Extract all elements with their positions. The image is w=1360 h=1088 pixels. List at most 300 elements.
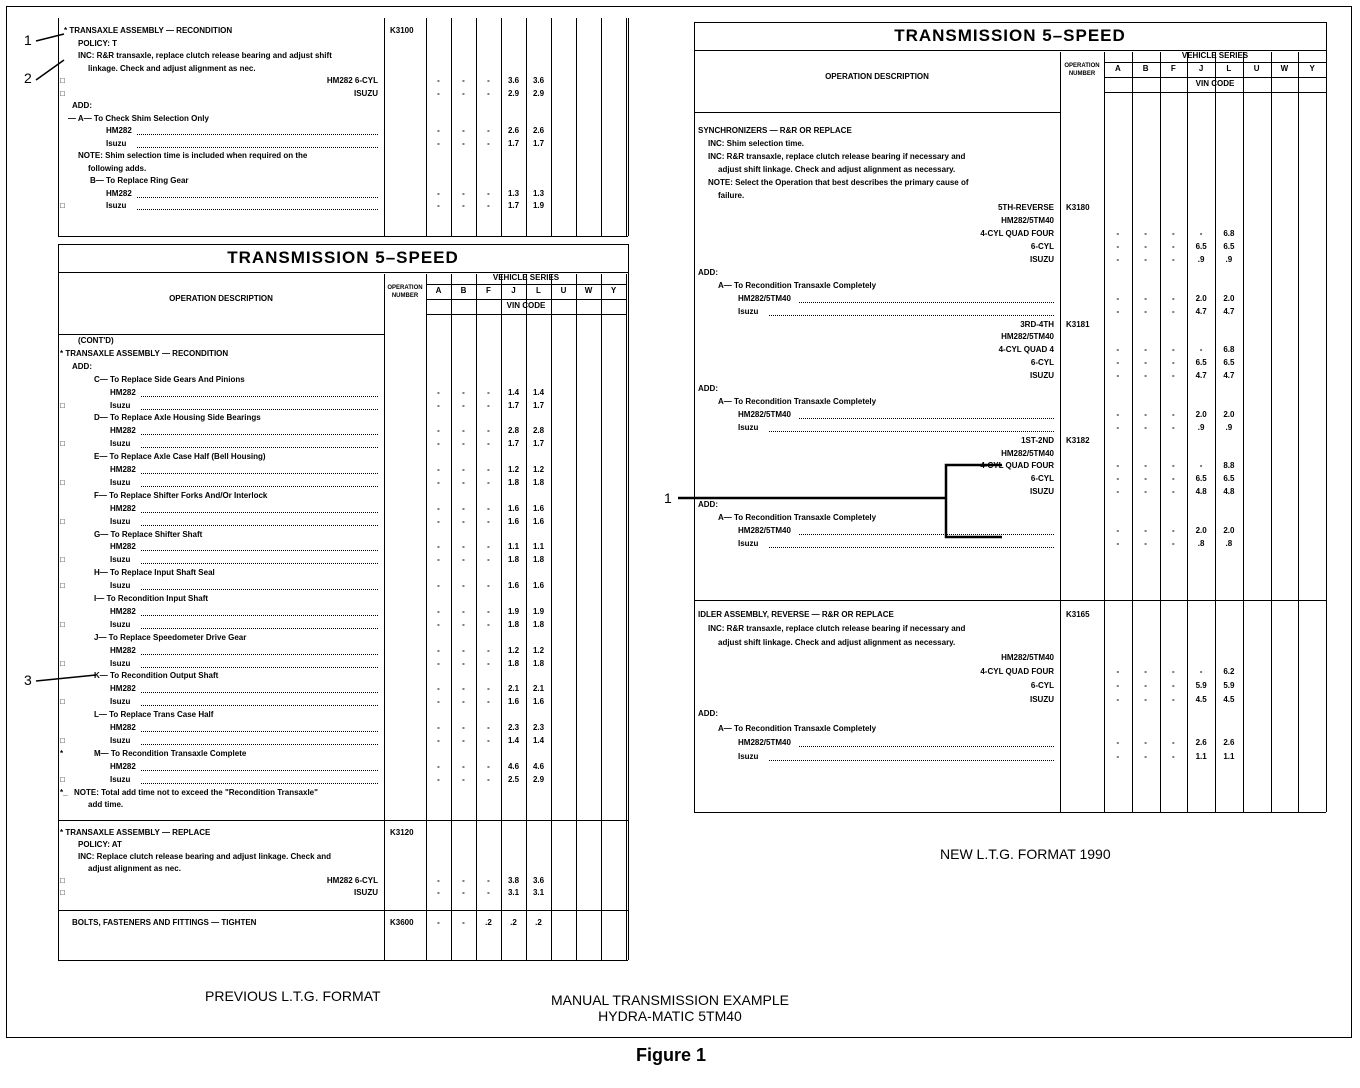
value-cell: 4.5 — [1223, 695, 1235, 705]
value-cell: - — [487, 188, 490, 198]
value-cell: - — [1172, 525, 1175, 535]
value-cell: 1.2 — [532, 465, 545, 474]
value-cell: - — [487, 542, 490, 552]
value-cell: - — [462, 619, 465, 629]
row-label: H— To Replace Input Shaft Seal — [94, 568, 215, 578]
value-cell: 6.2 — [1223, 666, 1235, 676]
value-cell: - — [487, 581, 490, 591]
row-label: Isuzu — [738, 538, 759, 548]
row-mark: □ — [60, 516, 65, 526]
row-label: * TRANSAXLE ASSEMBLY — REPLACE — [60, 828, 211, 837]
value-cell: - — [437, 774, 440, 784]
caption-new-format: NEW L.T.G. FORMAT 1990 — [940, 846, 1111, 862]
op-number-header: OPERATION NUMBER — [387, 285, 423, 299]
value-cell: - — [487, 76, 490, 85]
value-cell: 2.6 — [1195, 737, 1207, 747]
value-cell: - — [462, 188, 465, 198]
value-cell: - — [437, 439, 440, 449]
value-cell: 2.0 — [1195, 409, 1207, 419]
value-cell: - — [1172, 538, 1175, 548]
value-cell: 6.8 — [1223, 345, 1235, 355]
value-cell: - — [1172, 752, 1175, 761]
vehicle-series-header: VEHICLE SERIES — [1181, 51, 1249, 60]
value-cell: - — [462, 76, 465, 85]
value-cell: 1.8 — [507, 555, 520, 565]
row-label: add time. — [88, 800, 124, 810]
row-mark: □ — [60, 477, 65, 487]
value-cell: - — [487, 645, 490, 655]
value-cell: - — [462, 697, 465, 707]
value-cell: - — [487, 426, 490, 436]
row-label: J— To Replace Speedometer Drive Gear — [94, 632, 247, 642]
row-label: HM282 — [110, 542, 136, 552]
row-mark: □ — [60, 876, 65, 885]
row-label: 4-CYL QUAD FOUR — [980, 461, 1054, 471]
value-cell: - — [487, 400, 490, 410]
value-cell: 1.1 — [507, 542, 520, 552]
value-cell: 1.6 — [507, 697, 520, 707]
value-cell: 1.7 — [507, 400, 520, 410]
value-cell: - — [1172, 255, 1175, 264]
value-cell: - — [1116, 422, 1120, 432]
value-cell: 6.8 — [1223, 229, 1235, 239]
value-cell: - — [1144, 422, 1147, 432]
value-cell: 2.6 — [532, 126, 545, 135]
value-cell: - — [1144, 525, 1147, 535]
value-cell: 1.6 — [532, 581, 545, 591]
value-cell: - — [462, 201, 465, 210]
value-cell: 1.8 — [507, 619, 520, 629]
value-cell: 1.7 — [507, 138, 520, 148]
value-cell: - — [462, 503, 465, 513]
series-col-l: L — [1226, 64, 1232, 73]
value-cell: - — [462, 581, 465, 591]
value-cell: - — [1144, 409, 1147, 419]
value-cell: 1.9 — [507, 606, 520, 616]
value-cell: 2.0 — [1195, 293, 1207, 303]
value-cell: - — [437, 684, 440, 694]
value-cell: - — [437, 658, 440, 668]
value-cell: - — [437, 138, 440, 148]
row-label: INC: Shim selection time. — [708, 138, 805, 148]
value-cell: - — [462, 542, 465, 552]
value-cell: 1.4 — [507, 735, 520, 745]
row-label: HM282 — [110, 645, 136, 655]
value-cell: - — [487, 138, 490, 148]
value-cell: - — [1172, 293, 1175, 303]
value-cell: - — [437, 477, 440, 487]
row-label: HM282 — [106, 188, 132, 198]
value-cell: 2.0 — [1195, 525, 1207, 535]
series-col-b: B — [1142, 64, 1149, 73]
row-label: failure. — [718, 190, 745, 200]
value-cell: 1.2 — [507, 645, 520, 655]
row-label: HM282/5TM40 — [1001, 448, 1054, 458]
table-title: TRANSMISSION 5–SPEED — [894, 26, 1126, 45]
value-cell: - — [1172, 371, 1175, 381]
row-label: adjust alignment as nec. — [88, 864, 181, 873]
value-cell: 2.0 — [1223, 409, 1235, 419]
caption-example-line2: HYDRA-MATIC 5TM40 — [598, 1008, 742, 1024]
value-cell: 1.8 — [532, 555, 545, 565]
series-col-a: A — [435, 286, 442, 295]
value-cell: 6.5 — [1195, 474, 1207, 484]
value-cell: 2.5 — [507, 774, 520, 784]
value-cell: - — [1172, 422, 1175, 432]
value-cell: - — [1116, 293, 1120, 303]
value-cell: 1.8 — [532, 477, 545, 487]
row-label: NOTE: Select the Operation that best describes the primary cause of — [708, 177, 969, 187]
series-col-w: W — [584, 286, 593, 295]
value-cell: - — [1172, 695, 1175, 705]
caption-example-line1: MANUAL TRANSMISSION EXAMPLE — [550, 992, 790, 1008]
row-mark: □ — [60, 697, 65, 707]
value-cell: 3.1 — [507, 888, 520, 897]
row-label: D— To Replace Axle Housing Side Bearings — [94, 413, 261, 423]
value-cell: - — [437, 201, 440, 210]
value-cell: - — [487, 888, 490, 897]
value-cell: .9 — [1225, 422, 1233, 432]
row-label: adjust shift linkage. Check and adjust alignment as necessary. — [718, 164, 956, 174]
value-cell: 2.6 — [507, 126, 520, 135]
value-cell: - — [1144, 229, 1147, 239]
value-cell: - — [462, 888, 465, 897]
value-cell: 1.7 — [532, 138, 545, 148]
value-cell: - — [462, 426, 465, 436]
row-label: Isuzu — [106, 138, 127, 148]
value-cell: 2.9 — [532, 774, 545, 784]
value-cell: 4.7 — [1195, 306, 1207, 316]
value-cell: - — [487, 465, 490, 474]
value-cell: 1.8 — [532, 619, 545, 629]
value-cell: - — [1199, 229, 1203, 239]
value-cell: - — [437, 761, 440, 771]
value-cell: - — [462, 658, 465, 668]
row-label: Isuzu — [738, 306, 759, 316]
row-label: ADD: — [698, 267, 718, 277]
value-cell: - — [437, 516, 440, 526]
value-cell: - — [1144, 666, 1147, 676]
value-cell: - — [462, 439, 465, 449]
vin-code-header: VIN CODE — [506, 301, 546, 310]
value-cell: - — [1144, 461, 1147, 471]
value-cell: .2 — [535, 918, 542, 927]
figure-caption: Figure 1 — [636, 1045, 707, 1065]
row-label: A— To Recondition Transaxle Completely — [718, 396, 877, 406]
value-cell: 1.7 — [507, 201, 520, 210]
value-cell: - — [1172, 409, 1175, 419]
value-cell: - — [487, 735, 490, 745]
row-label: BOLTS, FASTENERS AND FITTINGS — TIGHTEN — [72, 918, 257, 927]
value-cell: .8 — [1197, 538, 1205, 548]
row-label: HM282/5TM40 — [1001, 332, 1054, 342]
value-cell: - — [1172, 461, 1175, 471]
value-cell: - — [462, 477, 465, 487]
row-label: HM282 — [110, 503, 136, 513]
row-label: B— To Replace Ring Gear — [90, 176, 189, 185]
value-cell: - — [462, 400, 465, 410]
op-desc-header: OPERATION DESCRIPTION — [825, 72, 929, 81]
row-mark: □ — [60, 581, 65, 591]
row-label: ADD: — [698, 384, 718, 393]
row-label: ISUZU — [354, 88, 378, 98]
value-cell: 1.7 — [532, 439, 545, 449]
value-cell: - — [1172, 306, 1175, 316]
row-label: ISUZU — [1030, 255, 1054, 264]
value-cell: 6.5 — [1223, 474, 1235, 484]
series-col-b: B — [460, 286, 467, 295]
value-cell: - — [487, 201, 490, 210]
value-cell: 4.7 — [1223, 306, 1235, 316]
row-label: Isuzu — [110, 477, 131, 487]
table-title: TRANSMISSION 5–SPEED — [227, 248, 459, 267]
value-cell: - — [1116, 358, 1120, 368]
row-label: HM282 6-CYL — [326, 76, 378, 85]
value-cell: - — [1116, 345, 1120, 355]
value-cell: - — [1144, 293, 1147, 303]
row-label: C— To Replace Side Gears And Pinions — [94, 374, 245, 384]
row-label: HM282 — [110, 684, 136, 694]
value-cell: - — [1144, 737, 1147, 747]
row-label: 5TH-REVERSE — [997, 203, 1054, 213]
value-cell: 4.6 — [507, 761, 520, 771]
row-label: HM282 — [106, 126, 132, 135]
value-cell: - — [437, 426, 440, 436]
value-cell: - — [1144, 752, 1147, 761]
value-cell: - — [437, 918, 440, 927]
vin-code-header: VIN CODE — [1195, 79, 1235, 88]
callout-1-right: 1 — [664, 490, 672, 506]
row-label: ADD: — [698, 500, 718, 510]
value-cell: - — [462, 723, 465, 732]
op-desc-header: OPERATION DESCRIPTION — [169, 294, 273, 303]
row-mark: * — [60, 748, 64, 758]
row-label: 6-CYL — [1030, 474, 1054, 484]
value-cell: - — [1144, 306, 1147, 316]
value-cell: - — [462, 918, 465, 927]
row-label: ISUZU — [1030, 695, 1054, 705]
op-number: K3600 — [390, 918, 414, 927]
row-label: ISUZU — [1030, 371, 1054, 381]
value-cell: 1.7 — [507, 439, 520, 449]
value-cell: 5.9 — [1195, 681, 1207, 690]
callout-2-left: 2 — [24, 70, 32, 86]
value-cell: 2.1 — [532, 684, 545, 694]
value-cell: - — [1116, 306, 1120, 316]
value-cell: - — [487, 555, 490, 565]
value-cell: - — [437, 619, 440, 629]
row-label: HM282/5TM40 — [738, 737, 791, 747]
value-cell: - — [1144, 242, 1147, 252]
row-label: NOTE: Total add time not to exceed the "Recondition Transaxle" — [74, 787, 318, 797]
value-cell: - — [487, 126, 490, 135]
value-cell: - — [1144, 538, 1147, 548]
row-label: POLICY: T — [78, 38, 117, 48]
row-label: 4-CYL QUAD FOUR — [980, 666, 1054, 676]
value-cell: 1.6 — [507, 516, 520, 526]
value-cell: .9 — [1197, 255, 1205, 264]
value-cell: - — [1172, 666, 1175, 676]
value-cell: - — [462, 606, 465, 616]
value-cell: - — [462, 774, 465, 784]
row-label: following adds. — [88, 163, 147, 173]
value-cell: - — [462, 684, 465, 694]
value-cell: - — [487, 684, 490, 694]
value-cell: - — [437, 606, 440, 616]
series-col-j: J — [511, 286, 516, 295]
row-label: INC: R&R transaxle, replace clutch release bearing if necessary and — [708, 151, 966, 161]
row-mark: □ — [60, 76, 65, 85]
op-number: K3100 — [390, 26, 414, 35]
value-cell: - — [462, 387, 465, 397]
value-cell: 4.8 — [1195, 487, 1207, 497]
value-cell: - — [1172, 681, 1175, 690]
row-label: Isuzu — [110, 658, 131, 668]
value-cell: - — [462, 465, 465, 474]
row-label: G— To Replace Shifter Shaft — [94, 529, 203, 539]
value-cell: - — [462, 876, 465, 885]
value-cell: - — [1116, 666, 1120, 676]
op-number: K3182 — [1066, 435, 1090, 445]
value-cell: - — [437, 126, 440, 135]
value-cell: - — [437, 888, 440, 897]
value-cell: - — [437, 387, 440, 397]
value-cell: - — [437, 735, 440, 745]
value-cell: - — [1144, 695, 1147, 705]
value-cell: 1.4 — [532, 387, 545, 397]
row-mark: □ — [60, 735, 65, 745]
value-cell: - — [1144, 487, 1147, 497]
row-label: Isuzu — [110, 619, 131, 629]
value-cell: 2.1 — [507, 684, 520, 694]
value-cell: - — [1116, 255, 1120, 264]
value-cell: 4.7 — [1223, 371, 1235, 381]
value-cell: 6.5 — [1223, 242, 1235, 252]
value-cell: 1.2 — [532, 645, 545, 655]
row-label: HM282/5TM40 — [738, 293, 791, 303]
series-col-y: Y — [1309, 64, 1315, 73]
row-label: HM282 — [110, 723, 136, 732]
value-cell: - — [487, 439, 490, 449]
value-cell: - — [437, 465, 440, 474]
value-cell: 2.9 — [532, 88, 545, 98]
row-label: HM282 — [110, 761, 136, 771]
caption-previous-format: PREVIOUS L.T.G. FORMAT — [205, 988, 381, 1004]
value-cell: - — [1116, 695, 1120, 705]
value-cell: - — [1172, 229, 1175, 239]
value-cell: - — [487, 619, 490, 629]
value-cell: 1.4 — [532, 735, 545, 745]
value-cell: - — [1144, 358, 1147, 368]
value-cell: - — [487, 876, 490, 885]
row-label: E— To Replace Axle Case Half (Bell Housing) — [94, 452, 266, 462]
row-label: HM282/5TM40 — [1001, 652, 1054, 662]
value-cell: 1.6 — [507, 503, 520, 513]
value-cell: - — [437, 188, 440, 198]
value-cell: 2.9 — [507, 88, 520, 98]
value-cell: - — [1172, 474, 1175, 484]
value-cell: 6.5 — [1195, 358, 1207, 368]
value-cell: - — [437, 542, 440, 552]
value-cell: - — [487, 88, 490, 98]
value-cell: - — [1116, 461, 1120, 471]
caption-example — [520, 992, 820, 1024]
row-label: A— To Recondition Transaxle Completely — [718, 723, 877, 733]
series-col-l: L — [536, 286, 541, 295]
row-label: ADD: — [698, 709, 718, 719]
value-cell: .8 — [1225, 538, 1233, 548]
row-label: 1ST-2ND — [1021, 435, 1054, 445]
row-label: K— To Recondition Output Shaft — [94, 671, 219, 681]
row-label: A— To Recondition Transaxle Completely — [718, 280, 877, 290]
series-col-a: A — [1114, 64, 1121, 73]
value-cell: - — [1116, 229, 1120, 239]
row-label: ISUZU — [354, 888, 378, 897]
row-label: Isuzu — [110, 400, 131, 410]
value-cell: 2.0 — [1223, 293, 1235, 303]
value-cell: .2 — [510, 918, 517, 927]
row-label: SYNCHRONIZERS — R&R OR REPLACE — [698, 126, 852, 135]
row-label: Isuzu — [110, 581, 131, 591]
value-cell: - — [1144, 345, 1147, 355]
value-cell: - — [1144, 681, 1147, 690]
value-cell: 2.8 — [532, 426, 545, 436]
value-cell: 8.8 — [1223, 461, 1235, 471]
value-cell: - — [487, 761, 490, 771]
row-label: 6-CYL — [1030, 242, 1054, 252]
series-col-f: F — [486, 286, 491, 295]
value-cell: 4.7 — [1195, 371, 1207, 381]
value-cell: - — [487, 503, 490, 513]
row-label: HM282 — [110, 465, 136, 474]
row-label: HM282/5TM40 — [738, 525, 791, 535]
value-cell: 1.8 — [507, 477, 520, 487]
value-cell: 1.6 — [507, 581, 520, 591]
value-cell: 1.3 — [532, 188, 545, 198]
row-label: ADD: — [72, 361, 92, 371]
value-cell: - — [1116, 538, 1120, 548]
value-cell: 5.9 — [1223, 681, 1235, 690]
value-cell: - — [1199, 345, 1203, 355]
row-label: Isuzu — [110, 735, 131, 745]
value-cell: 3.6 — [532, 876, 545, 885]
row-mark: □ — [60, 439, 65, 449]
value-cell: .2 — [485, 918, 492, 927]
row-mark: □ — [60, 88, 65, 98]
value-cell: - — [1116, 242, 1120, 252]
row-label: HM282/5TM40 — [738, 409, 791, 419]
value-cell: - — [1116, 409, 1120, 419]
row-label: Isuzu — [110, 555, 131, 565]
value-cell: - — [437, 645, 440, 655]
value-cell: 4.8 — [1223, 487, 1235, 497]
row-label: ADD: — [72, 101, 92, 110]
row-label: Isuzu — [110, 774, 131, 784]
value-cell: - — [462, 761, 465, 771]
row-label: ISUZU — [1030, 487, 1054, 497]
value-cell: - — [462, 555, 465, 565]
row-label: HM282 — [110, 387, 136, 397]
row-label: 6-CYL — [1030, 358, 1054, 368]
series-col-j: J — [1198, 64, 1204, 73]
value-cell: - — [487, 723, 490, 732]
op-number-header: OPERATION NUMBER — [1064, 63, 1100, 77]
row-label: POLICY: AT — [78, 840, 122, 849]
value-cell: 1.9 — [532, 606, 545, 616]
value-cell: 1.1 — [532, 542, 545, 552]
row-label: 4-CYL QUAD FOUR — [980, 229, 1054, 239]
callout-3-left: 3 — [24, 672, 32, 688]
